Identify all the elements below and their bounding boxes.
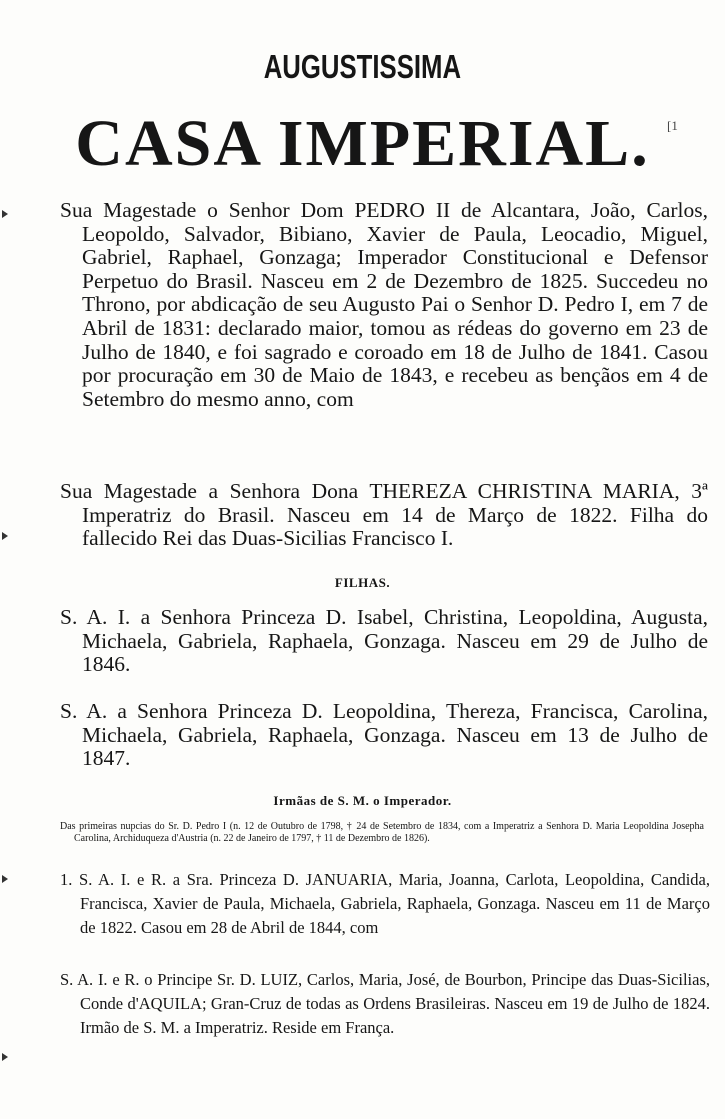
isabel-paragraph: S. A. I. a Senhora Princeza D. Isabel, Christina, Leopoldina, Augusta, Michaela, Gabriela, Raphaela, Gonzaga. Nasceu em 29 de Julho de 1846. (60, 605, 708, 677)
corner-page-mark: [1 (667, 118, 678, 133)
leopoldina-paragraph: S. A. a Senhora Princeza D. Leopoldina, Thereza, Francisca, Carolina, Michaela, Gabriela, Raphaela, Gonzaga. Nasceu em 13 de Julho de 1847. (60, 699, 708, 771)
genealogy-footnote: Das primeiras nupcias do Sr. D. Pedro I (n. 12 de Outubro de 1798, † 24 de Setembro de 1834, com a Imperatriz a Senhora D. Maria Leopoldina Josepha Carolina, Archiduqueza d'Austria (n. 22 de Janeiro de 1797, † 11 de Dezembro de 1826). (60, 821, 704, 844)
emperor-paragraph: Sua Magestade o Senhor Dom PEDRO II de Alcantara, João, Carlos, Leopoldo, Salvador, Bibiano, Xavier de Paula, Leocadio, Miguel, Gabriel, Raphael, Gonzaga; Imperador Constitucional e Defensor Perpetuo do Brasil. Nasceu em 2 de Dezembro de 1825. Succedeu no Throno, por abdicação de seu Augusto Pai o Senhor D. Pedro I, em 7 de Abril de 1831: declarado maior, tomou as rédeas do governo em 23 de Julho de 1840, e foi sagrado e coroado em 18 de Julho de 1841. Casou por procuração em 30 de Maio de 1843, e recebeu as bençãos em 4 de Setembro do mesmo anno, com (60, 198, 708, 411)
page-title: CASA IMPERIAL. (75, 107, 650, 180)
daughters-heading: FILHAS. (334, 575, 391, 590)
margin-tick-mark (2, 210, 8, 218)
margin-tick-mark (2, 875, 8, 883)
page-supertitle: AUGUSTISSIMA (263, 48, 462, 85)
luiz-paragraph: S. A. I. e R. o Principe Sr. D. LUIZ, Carlos, Maria, José, de Bourbon, Principe das Duas-Sicilias, Conde d'AQUILA; Gran-Cruz de todas as Ordens Brasileiras. Nasceu em 19 de Julho de 1824. Irmão de S. M. a Imperatriz. Reside em França. (60, 970, 710, 1037)
januaria-paragraph: 1. S. A. I. e R. a Sra. Princeza D. JANUARIA, Maria, Joanna, Carlota, Leopoldina, Candida, Francisca, Xavier de Paula, Michaela, Gabriela, Raphaela, Gonzaga. Nasceu em 11 de Março de 1822. Casou em 28 de Abril de 1844, com (60, 870, 710, 937)
empress-paragraph: Sua Magestade a Senhora Dona THEREZA CHRISTINA MARIA, 3ª Imperatriz do Brasil. Nasceu em 14 de Março de 1822. Filha do fallecido Rei das Duas-Sicilias Francisco I. (60, 479, 708, 551)
sisters-heading: Irmãas de S. M. o Imperador. (273, 793, 452, 808)
margin-tick-mark (2, 1053, 8, 1061)
margin-tick-mark (2, 532, 8, 540)
